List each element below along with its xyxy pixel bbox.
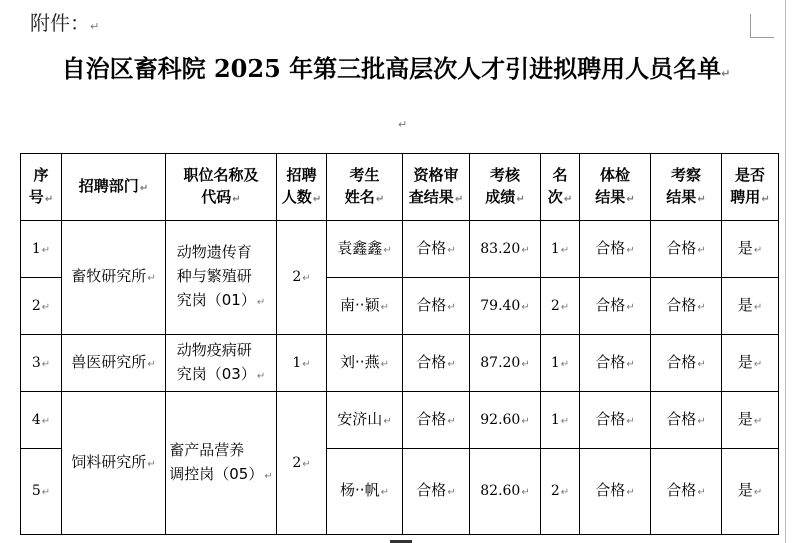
cell-medical-text: 合格: [595, 409, 626, 428]
cell-department-text: 饲料研究所: [71, 452, 147, 471]
cell-hired-text: 是: [737, 295, 753, 314]
cell-hired: [722, 449, 779, 535]
title-text: 自治区畜科院 2025 年第三批高层次人才引进拟聘用人员名单: [61, 54, 722, 83]
cell-qualification: [403, 335, 470, 392]
paragraph-mark-icon: ↵: [380, 358, 389, 370]
paragraph-mark-icon: ↵: [697, 487, 706, 498]
paragraph-mark-icon: ↵: [256, 370, 266, 382]
cell-headcount: [277, 392, 327, 535]
cell-qualification: [403, 392, 470, 449]
cell-headcount-text: 2: [292, 454, 302, 471]
header-text: 号: [28, 187, 44, 206]
cell-name-text: 刘··燕: [340, 352, 380, 371]
cell-inspection-text: 合格: [666, 409, 697, 428]
cell-qualification-text: 合格: [416, 295, 447, 314]
header-no: [21, 154, 62, 221]
paragraph-mark-icon: ↵: [380, 487, 389, 498]
paragraph-mark-icon: ↵: [447, 487, 456, 498]
cell-name: [327, 335, 403, 392]
paragraph-mark-icon: ↵: [563, 193, 573, 205]
cell-score-text: 82.60: [480, 483, 521, 499]
paragraph-mark-icon: ↵: [516, 193, 525, 205]
cell-inspection-text: 合格: [666, 481, 697, 499]
paragraph-mark-icon: ↵: [41, 244, 51, 256]
paragraph-mark-icon: ↵: [256, 297, 266, 308]
header-text: 查结果: [408, 187, 454, 206]
cell-position: [166, 221, 277, 335]
cell-score: [470, 392, 541, 449]
paragraph-mark-icon: ↵: [383, 244, 392, 256]
header-inspection: [651, 154, 722, 221]
cell-position-text: 调控岗（05）: [169, 464, 264, 483]
cell-qualification: [403, 221, 470, 278]
cell-inspection: [651, 278, 722, 335]
table-header-row: [21, 154, 779, 221]
paragraph-mark-icon: ↵: [697, 193, 706, 205]
cell-medical-text: 合格: [595, 352, 626, 371]
header-department: [62, 154, 166, 221]
cell-headcount: [277, 335, 327, 392]
cell-score: [470, 335, 541, 392]
paragraph-mark-icon: ↵: [560, 244, 570, 256]
header-text: 结果: [595, 187, 626, 206]
cell-position: [166, 392, 277, 535]
cell-hired-text: 是: [737, 238, 753, 257]
header-rank: [541, 154, 580, 221]
cell-medical-text: 合格: [595, 481, 626, 499]
cell-qualification-text: 合格: [416, 409, 447, 428]
cell-department: [62, 335, 166, 392]
header-score: [470, 154, 541, 221]
cell-inspection-text: 合格: [666, 295, 697, 314]
cell-position-text: 究岗（03）: [176, 364, 256, 383]
header-text: 招聘: [286, 165, 317, 184]
paragraph-mark-icon: ↵: [560, 301, 570, 313]
header-text: 人数: [281, 187, 312, 206]
cell-no: [21, 221, 62, 278]
paragraph-mark-icon: ↵: [626, 301, 635, 313]
document-title: [0, 52, 792, 91]
page-corner-mark: [750, 14, 774, 38]
attachment-label: [30, 10, 99, 40]
header-text: 序: [33, 165, 49, 184]
paragraph-mark-icon: ↵: [697, 301, 706, 313]
cell-medical: [580, 392, 651, 449]
cell-position-text: 动物遗传育: [176, 243, 252, 261]
header-text: 是否: [734, 165, 765, 184]
header-text: 职位名称及: [183, 165, 259, 184]
cell-position-text: 动物疫病研: [176, 340, 252, 359]
cell-hired: [722, 278, 779, 335]
cell-department-text: 兽医研究所: [71, 352, 147, 371]
paragraph-mark-icon: ↵: [41, 358, 51, 370]
paragraph-mark-icon: ↵: [560, 487, 570, 498]
paragraph-mark-icon: ↵: [753, 487, 763, 498]
cell-rank-text: 1: [550, 411, 560, 428]
paragraph-mark-icon: ↵: [302, 358, 311, 370]
cell-inspection-text: 合格: [666, 352, 697, 371]
cell-score-text: 79.40: [480, 297, 521, 314]
paragraph-mark-icon: ↵: [383, 415, 392, 427]
cell-no-text: 2: [31, 297, 41, 314]
header-text: 次: [547, 187, 563, 206]
paragraph-mark-icon: ↵: [380, 301, 389, 313]
paragraph-mark-icon: ↵: [447, 301, 456, 313]
cell-qualification: [403, 278, 470, 335]
paragraph-mark-icon: ↵: [753, 244, 763, 256]
cell-hired: [722, 221, 779, 278]
cell-no: [21, 335, 62, 392]
paragraph-mark-icon: ↵: [521, 415, 530, 427]
header-text: 名: [552, 165, 568, 184]
paragraph-mark-icon: ↵: [454, 193, 464, 205]
header-text: 考核: [489, 165, 520, 184]
paragraph-mark-icon: ↵: [232, 193, 241, 205]
cell-position: [166, 335, 277, 392]
header-text: 资格审: [413, 165, 459, 184]
cell-medical-text: 合格: [595, 295, 626, 314]
cell-name: [327, 449, 403, 535]
cell-department: [62, 221, 166, 335]
paragraph-mark-icon: ↵: [626, 244, 635, 256]
paragraph-mark-icon: ↵: [753, 358, 763, 370]
cell-name-text: 安济山: [337, 409, 383, 428]
paragraph-mark-icon: ↵: [302, 458, 311, 470]
cell-medical: [580, 278, 651, 335]
cell-qualification-text: 合格: [416, 352, 447, 371]
cell-rank-text: 2: [550, 483, 560, 499]
table-row: [21, 221, 779, 278]
paragraph-mark-icon: ↵: [697, 358, 706, 370]
paragraph-mark-icon: ↵: [521, 244, 530, 256]
header-text: 考生: [349, 165, 380, 184]
header-headcount: [277, 154, 327, 221]
header-text: 结果: [666, 187, 697, 206]
paragraph-mark-icon: ↵: [41, 301, 51, 313]
table-body: [21, 221, 779, 535]
paragraph-mark-icon: ↵: [302, 273, 311, 284]
header-text: 体检: [599, 165, 630, 184]
paragraph-mark-icon: ↵: [90, 20, 100, 33]
paragraph-mark-icon: ↵: [139, 182, 149, 194]
paragraph-mark-icon: ↵: [447, 244, 456, 256]
cell-inspection: [651, 449, 722, 535]
cell-department: [62, 392, 166, 535]
cell-rank-text: 1: [550, 240, 560, 257]
cell-no-text: 3: [31, 354, 41, 371]
header-qualification: [403, 154, 470, 221]
cell-rank: [541, 449, 580, 535]
paragraph-mark-icon: ↵: [560, 358, 570, 370]
cell-medical: [580, 335, 651, 392]
attachment-text: 附件：: [30, 11, 90, 35]
paragraph-mark-icon: ↵: [44, 193, 54, 205]
paragraph-mark-icon: ↵: [521, 358, 530, 370]
cell-hired: [722, 335, 779, 392]
cell-qualification: [403, 449, 470, 535]
paragraph-mark-icon: ↵: [147, 358, 156, 370]
cell-headcount: [277, 221, 327, 335]
paragraph-mark-icon: ↵: [753, 415, 763, 427]
cell-name: [327, 392, 403, 449]
paragraph-mark-icon: ↵: [626, 358, 635, 370]
header-text: 代码: [201, 187, 232, 206]
header-name: [327, 154, 403, 221]
paragraph-mark-icon: ↵: [521, 487, 530, 498]
cell-inspection: [651, 335, 722, 392]
cell-score: [470, 221, 541, 278]
cell-inspection: [651, 221, 722, 278]
cell-rank-text: 2: [550, 297, 560, 314]
paragraph-mark-icon: ↵: [375, 193, 385, 205]
paragraph-mark-icon: ↵: [41, 415, 51, 427]
cell-headcount-text: 1: [292, 354, 302, 371]
paragraph-mark-icon: ↵: [312, 193, 322, 205]
header-text: 招聘部门: [78, 176, 139, 195]
cell-medical: [580, 449, 651, 535]
cell-score-text: 92.60: [480, 411, 521, 428]
paragraph-mark-icon: ↵: [721, 67, 731, 80]
paragraph-mark-icon: ↵: [697, 415, 706, 427]
header-text: 成绩: [485, 187, 516, 206]
paragraph-mark-icon: ↵: [147, 458, 156, 470]
table-row: [21, 392, 779, 449]
paragraph-mark-icon: ↵: [560, 415, 570, 427]
table-row: [21, 335, 779, 392]
paragraph-mark-icon: ↵: [521, 301, 530, 313]
cell-hired-text: 是: [737, 352, 753, 371]
paragraph-mark-icon: ↵: [753, 301, 763, 313]
cell-position-text: 畜产品营养: [169, 440, 245, 459]
empty-paragraph-mark-icon: ↵: [398, 118, 408, 131]
paragraph-mark-icon: ↵: [761, 193, 770, 205]
cell-no: [21, 449, 62, 535]
cell-rank: [541, 335, 580, 392]
cell-score-text: 83.20: [480, 240, 521, 257]
cell-score: [470, 278, 541, 335]
cell-name-text: 杨··帆: [340, 481, 380, 499]
cell-hired: [722, 392, 779, 449]
cell-headcount-text: 2: [292, 269, 302, 285]
header-text: 聘用: [730, 187, 761, 206]
header-position: [166, 154, 277, 221]
cell-inspection: [651, 392, 722, 449]
paragraph-mark-icon: ↵: [264, 470, 273, 482]
cell-inspection-text: 合格: [666, 238, 697, 257]
cell-score: [470, 449, 541, 535]
candidate-table: [20, 153, 779, 535]
cell-position-text: 究岗（01）: [176, 291, 256, 309]
cell-rank: [541, 392, 580, 449]
header-hired: [722, 154, 779, 221]
cell-name-text: 袁鑫鑫: [337, 238, 383, 257]
paragraph-mark-icon: ↵: [41, 487, 51, 498]
cell-rank: [541, 278, 580, 335]
cell-name-text: 南··颖: [340, 295, 380, 314]
cell-qualification-text: 合格: [416, 481, 447, 499]
cell-name: [327, 221, 403, 278]
paragraph-mark-icon: ↵: [447, 358, 456, 370]
header-text: 姓名: [344, 187, 375, 206]
paragraph-mark-icon: ↵: [147, 273, 156, 284]
cell-rank-text: 1: [550, 354, 560, 371]
cell-name: [327, 278, 403, 335]
cell-no: [21, 392, 62, 449]
cell-score-text: 87.20: [480, 354, 521, 371]
cell-no-text: 1: [31, 240, 41, 257]
cell-no-text: 4: [31, 411, 41, 428]
cell-medical-text: 合格: [595, 238, 626, 257]
paragraph-mark-icon: ↵: [447, 415, 456, 427]
header-medical: [580, 154, 651, 221]
paragraph-mark-icon: ↵: [697, 244, 706, 256]
header-text: 考察: [670, 165, 701, 184]
cell-no: [21, 278, 62, 335]
cell-position-text: 种与繁殖研: [176, 267, 252, 285]
cell-department-text: 畜牧研究所: [71, 267, 147, 285]
cell-hired-text: 是: [737, 481, 753, 499]
cell-hired-text: 是: [737, 409, 753, 428]
paragraph-mark-icon: ↵: [626, 193, 635, 205]
cell-no-text: 5: [31, 483, 41, 499]
cell-qualification-text: 合格: [416, 238, 447, 257]
cell-medical: [580, 221, 651, 278]
paragraph-mark-icon: ↵: [626, 415, 635, 427]
cell-rank: [541, 221, 580, 278]
paragraph-mark-icon: ↵: [626, 487, 635, 498]
